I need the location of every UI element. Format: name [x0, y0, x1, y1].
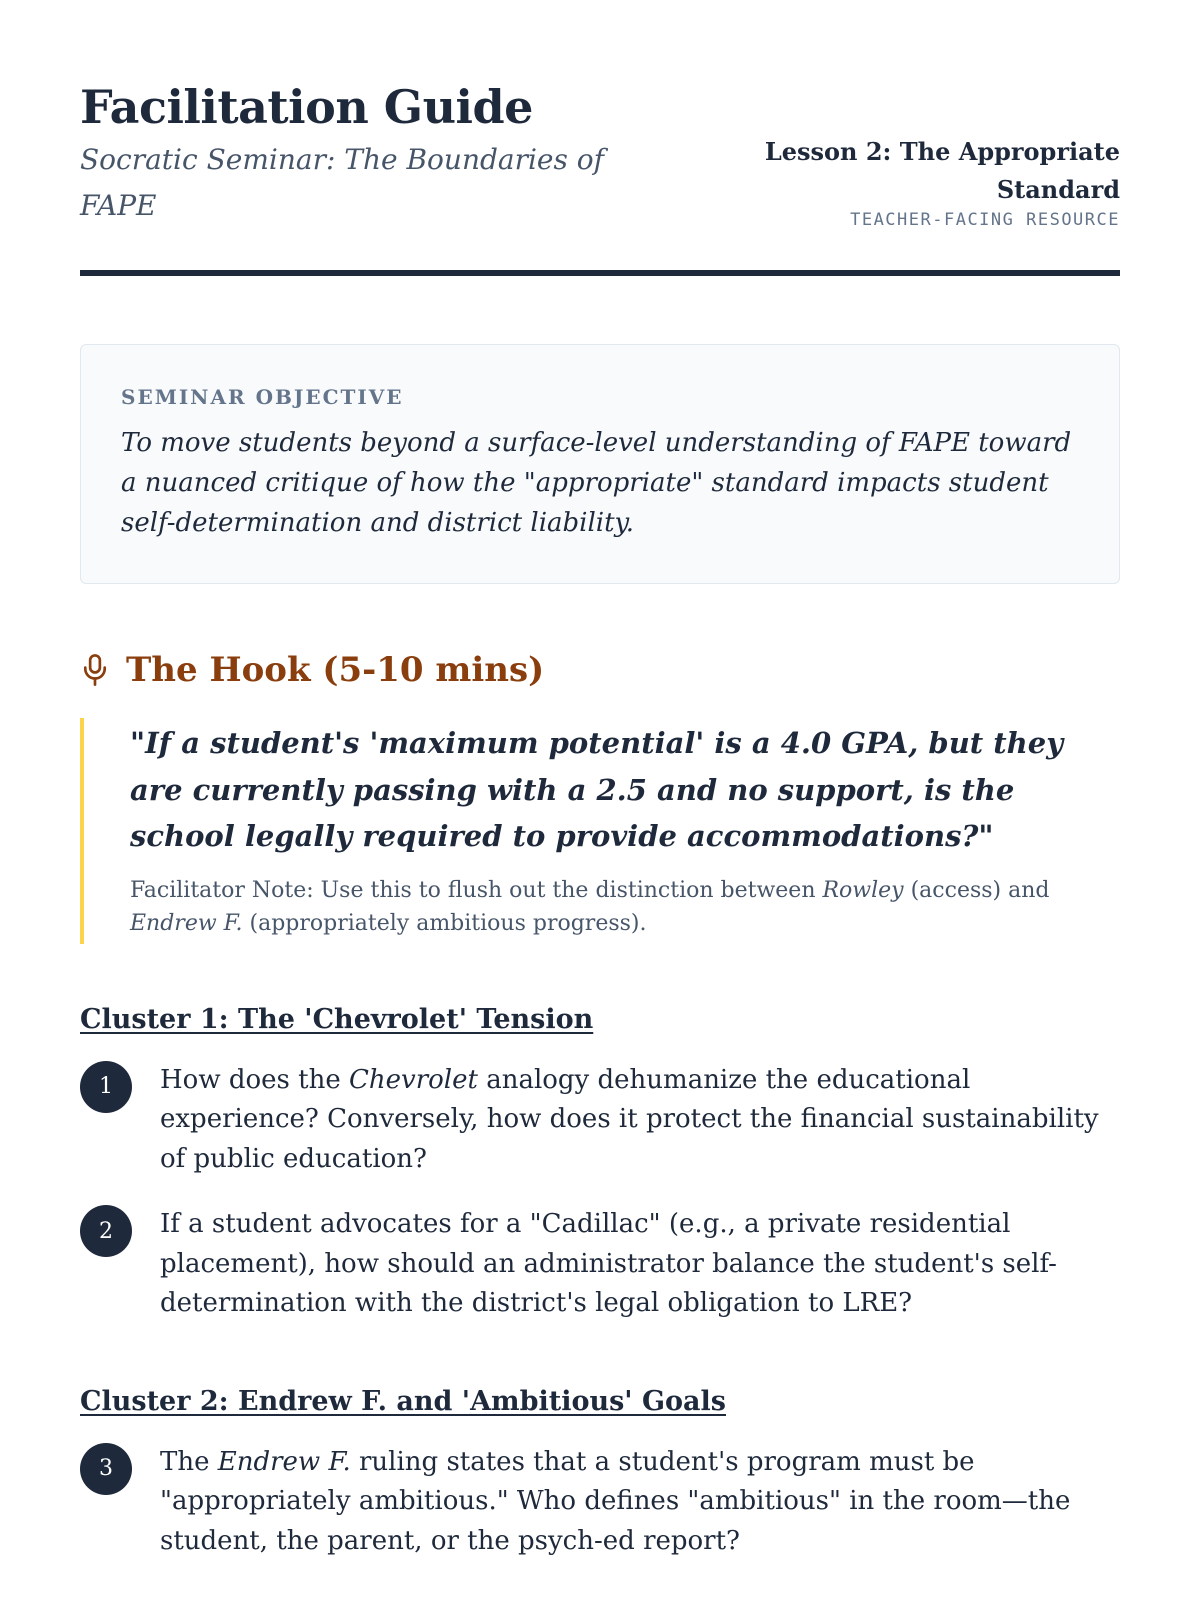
question-text: [160, 1061, 1120, 1180]
question-number-badge: 3: [80, 1443, 132, 1495]
question-number-badge: 2: [80, 1205, 132, 1257]
question-text: [160, 1443, 1120, 1562]
document-title: Facilitation Guide: [80, 80, 533, 134]
resource-type-label: TEACHER-FACING RESOURCE: [850, 209, 1120, 230]
question-item: [80, 1061, 1120, 1180]
cluster-2-heading: Cluster 2: Endrew F. and 'Ambitious' Goals: [80, 1385, 726, 1417]
objective-label: SEMINAR OBJECTIVE: [121, 384, 404, 409]
note-suffix: (appropriately ambitious progress).: [242, 910, 647, 936]
objective-text: To move students beyond a surface-level understanding of FAPE toward a nuanced critique of how the "appropriate" standard impacts student self-determination and district liability.: [121, 427, 1072, 539]
seminar-objective-box: [80, 344, 1120, 585]
note-mid: (access) and: [903, 877, 1050, 903]
document-subtitle: Socratic Seminar: The Boundaries of FAPE: [80, 143, 604, 223]
lesson-label: Lesson 2: The Appropriate Standard: [764, 136, 1120, 205]
hook-title: The Hook (5-10 mins): [126, 650, 545, 691]
q1-em: Chevrolet: [348, 1064, 478, 1095]
q1-post: analogy dehumanize the educational experience? Conversely, how does it protect the financial sustainability of public education?: [160, 1064, 1099, 1174]
cluster-1-questions: [80, 1061, 1120, 1324]
document-header: [80, 80, 1120, 276]
cluster-2-questions: [80, 1443, 1120, 1562]
question-item: [80, 1443, 1120, 1562]
header-right: [760, 133, 1120, 230]
q3-em: Endrew F.: [217, 1446, 351, 1477]
question-text: If a student advocates for a "Cadillac" (e.g., a private residential placement), how should an administrator balance the student's self-determination with the district's legal obligation to LRE?: [160, 1209, 1057, 1319]
q3-post: ruling states that a student's program must be "appropriately ambitious." Who defines "ambitious" in the room—the student, the parent, or the psych-ed report?: [160, 1446, 1071, 1556]
facilitator-note: [130, 874, 1120, 940]
q1-pre: How does the: [160, 1064, 349, 1095]
question-number-badge: 1: [80, 1061, 132, 1113]
note-prefix: Facilitator Note: Use this to flush out the distinction between: [130, 877, 823, 903]
hook-quote-block: [80, 718, 1120, 943]
hook-quote: "If a student's 'maximum potential' is a 4.0 GPA, but they are currently passing with a 2.5 and no support, is the school legally required to provide accommodations?": [130, 726, 1064, 854]
hook-heading: [80, 650, 1120, 690]
header-left: [80, 80, 640, 230]
question-item: [80, 1205, 1120, 1324]
cluster-1-heading: Cluster 1: The 'Chevrolet' Tension: [80, 1003, 594, 1035]
q3-pre: The: [160, 1446, 218, 1477]
case-endrew: Endrew F.: [130, 910, 243, 936]
microphone-icon: [80, 653, 110, 687]
case-rowley: Rowley: [822, 877, 904, 903]
